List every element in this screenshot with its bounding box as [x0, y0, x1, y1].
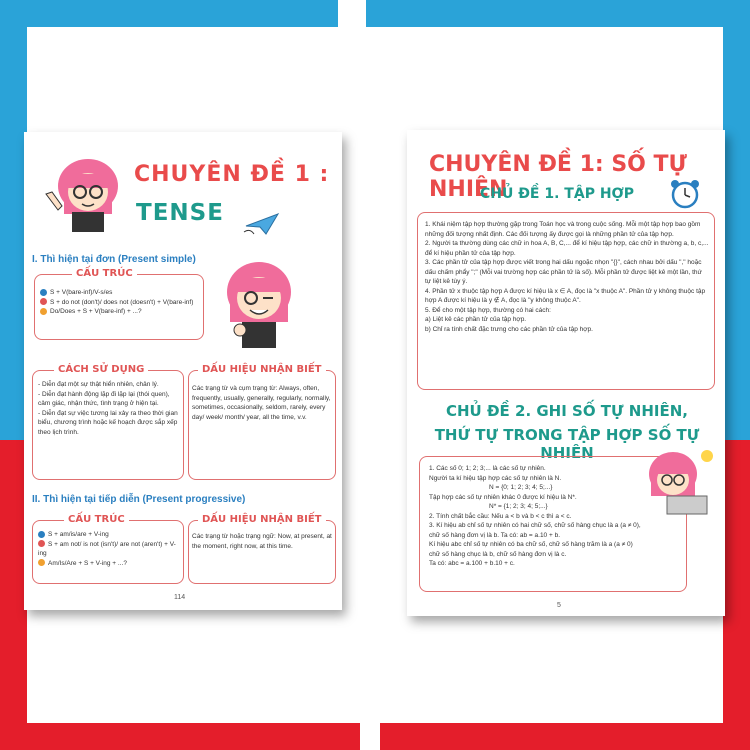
- number-item: 1. Các số 0; 1; 2; 3;... là các số tự nhiên.: [429, 465, 546, 472]
- frame-left-red: [0, 440, 27, 750]
- number-item: Ta có: abc = a.100 + b.10 + c.: [429, 560, 515, 567]
- section-1-heading: I. Thì hiện tại đơn (Present simple): [32, 254, 196, 265]
- chu-de-2-heading-line2: THỨ TỰ TRONG TẬP HỢP SỐ TỰ NHIÊN: [434, 426, 700, 462]
- signals-text-1: Các trạng từ và cụm trạng từ: Always, often, frequently, usually, generally, regularly, normally, sometimes, occasionally, seldom, rarely, every day/ week/ month/ year, all the time, v.v.: [192, 385, 331, 421]
- bullet-icon: [40, 298, 47, 305]
- number-item: N* = {1; 2; 3; 4; 5;...}: [489, 503, 548, 510]
- right-page-number: 5: [557, 602, 561, 609]
- left-page-subtitle: TENSE: [136, 200, 224, 226]
- frame-bottom-right: [380, 723, 750, 750]
- frame-bottom-left: [0, 723, 360, 750]
- signals-box-2: [188, 520, 336, 584]
- chu-de-2-heading-line1: CHỦ ĐỀ 2. GHI SỐ TỰ NHIÊN,: [446, 402, 688, 420]
- bullet-icon: [38, 540, 45, 547]
- structure-list-2: [38, 530, 180, 568]
- set-concept-list: [425, 220, 709, 334]
- structure-item: Am/Is/Are + S + V-ing + ...?: [38, 559, 180, 569]
- left-page: [24, 132, 342, 610]
- paper-plane-icon: [242, 210, 282, 238]
- number-item: N = {0; 1; 2; 3; 4; 5;...}: [489, 484, 553, 491]
- concept-item: 5. Để cho một tập hợp, thường có hai cách:: [425, 306, 551, 314]
- usage-list: [38, 380, 180, 437]
- structure-label-1: CẤU TRÚC: [72, 268, 137, 279]
- structure-item: S + am not/ is not (isn't)/ are not (aren't) + V-ing: [38, 540, 176, 557]
- frame-top-right: [366, 0, 750, 27]
- structure-label-2: CẤU TRÚC: [64, 514, 129, 525]
- winking-girl-icon: [214, 252, 304, 352]
- alarm-clock-icon: [669, 178, 701, 210]
- chu-de-1-heading: CHỦ ĐỀ 1. TẬP HỢP: [479, 186, 635, 202]
- number-item: 3. Kí hiệu ab chỉ số tự nhiên có hai chữ số, chữ số hàng chục là a (a ≠ 0), chữ số hàng đơn vị là b. Ta có: ab = a.10 + b.: [429, 522, 641, 539]
- concept-item: b) Chỉ ra tính chất đặc trưng cho các phần tử của tập hợp.: [425, 325, 593, 333]
- number-item: Kí hiệu abc chỉ số tự nhiên có ba chữ số, chữ số hàng trăm là a (a ≠ 0) chữ số hàng chục là b, chữ số hàng đơn vị là c.: [429, 541, 633, 558]
- concept-item: 4. Phần tử x thuộc tập hợp A được kí hiệu là x ∈ A, đọc là "x thuộc A". Phần tử y không thuộc tập hợp A được kí hiệu là y ∉ A, đọc là "y không thuộc A".: [425, 287, 706, 304]
- concept-item: a) Liệt kê các phần tử của tập hợp.: [425, 316, 527, 323]
- right-page-title: CHUYÊN ĐỀ 1: SỐ TỰ NHIÊN: [429, 152, 687, 202]
- structure-item: S + do not (don't)/ does not (doesn't) + V(bare-inf): [40, 298, 200, 308]
- number-item: 2. Tính chất bắc cầu: Nếu a < b và b < c thì a < c.: [429, 512, 572, 520]
- frame-right-red: [723, 440, 750, 750]
- frame-right-blue: [723, 0, 750, 440]
- signals-label-2: DẤU HIỆU NHẬN BIẾT: [198, 514, 326, 525]
- bullet-icon: [38, 531, 45, 538]
- structure-item: S + am/is/are + V-ing: [38, 530, 180, 540]
- girl-laptop-icon: [639, 446, 719, 518]
- signals-label-1: DẤU HIỆU NHẬN BIẾT: [198, 364, 326, 375]
- bullet-icon: [40, 289, 47, 296]
- usage-item: - Diễn đạt sự việc tương lai xảy ra theo thời gian biểu, chương trình hoặc kế hoạch được sắp xếp theo lịch trình.: [38, 409, 178, 436]
- bullet-icon: [40, 308, 47, 315]
- number-item: Tập hợp các số tự nhiên khác 0 được kí hiệu là N*.: [429, 493, 577, 501]
- structure-item: Do/Does + S + V(bare-inf) + ...?: [40, 307, 200, 317]
- frame-top-left: [0, 0, 338, 27]
- signals-text-2: Các trạng từ hoặc trạng ngữ: Now, at present, at the moment, right now, at this time.: [192, 533, 332, 550]
- natural-numbers-list: [429, 464, 645, 569]
- concept-item: 1. Khái niệm tập hợp thường gặp trong Toán học và trong cuộc sống. Mỗi một tập hợp bao gồm những đối tượng nhất định. Các đối tượng ấy được gọi là những phần tử của tập hợp.: [425, 221, 701, 238]
- usage-item: - Diễn đạt hành động lặp đi lặp lại (thói quen), cảm giác, nhận thức, tình trạng ở hiện tại.: [38, 390, 170, 407]
- concept-item: 3. Các phần tử của tập hợp được viết trong hai dấu ngoặc nhọn "{}", cách nhau bởi dấu "," hoặc dấu chấm phẩy ";" (Mỗi vai trường hợp các phần tử là số). Mỗi phần tử được liệt kê một lần, thứ tự liệt kê tùy ý.: [425, 259, 702, 285]
- right-page: [407, 130, 725, 616]
- structure-list-1: [40, 288, 200, 317]
- usage-label: CÁCH SỬ DỤNG: [54, 364, 148, 375]
- section-2-heading: II. Thì hiện tại tiếp diễn (Present progressive): [32, 494, 246, 505]
- structure-item: S + V(bare-inf)/V-s/es: [40, 288, 200, 298]
- number-item: Người ta kí hiệu tập hợp các số tự nhiên là N.: [429, 474, 562, 482]
- usage-item: - Diễn đạt một sự thật hiển nhiên, chân lý.: [38, 381, 159, 388]
- girl-avatar-icon: [36, 150, 126, 235]
- left-page-title: CHUYÊN ĐỀ 1 :: [134, 162, 330, 187]
- concept-item: 2. Người ta thường dùng các chữ in hoa A, B, C,... để kí hiệu tập hợp, các chữ in thường a, b, c,... để kí hiệu phần tử của tập hợp.: [425, 240, 709, 257]
- left-page-number: 114: [174, 594, 186, 601]
- bullet-icon: [38, 559, 45, 566]
- frame-left-blue: [0, 0, 27, 440]
